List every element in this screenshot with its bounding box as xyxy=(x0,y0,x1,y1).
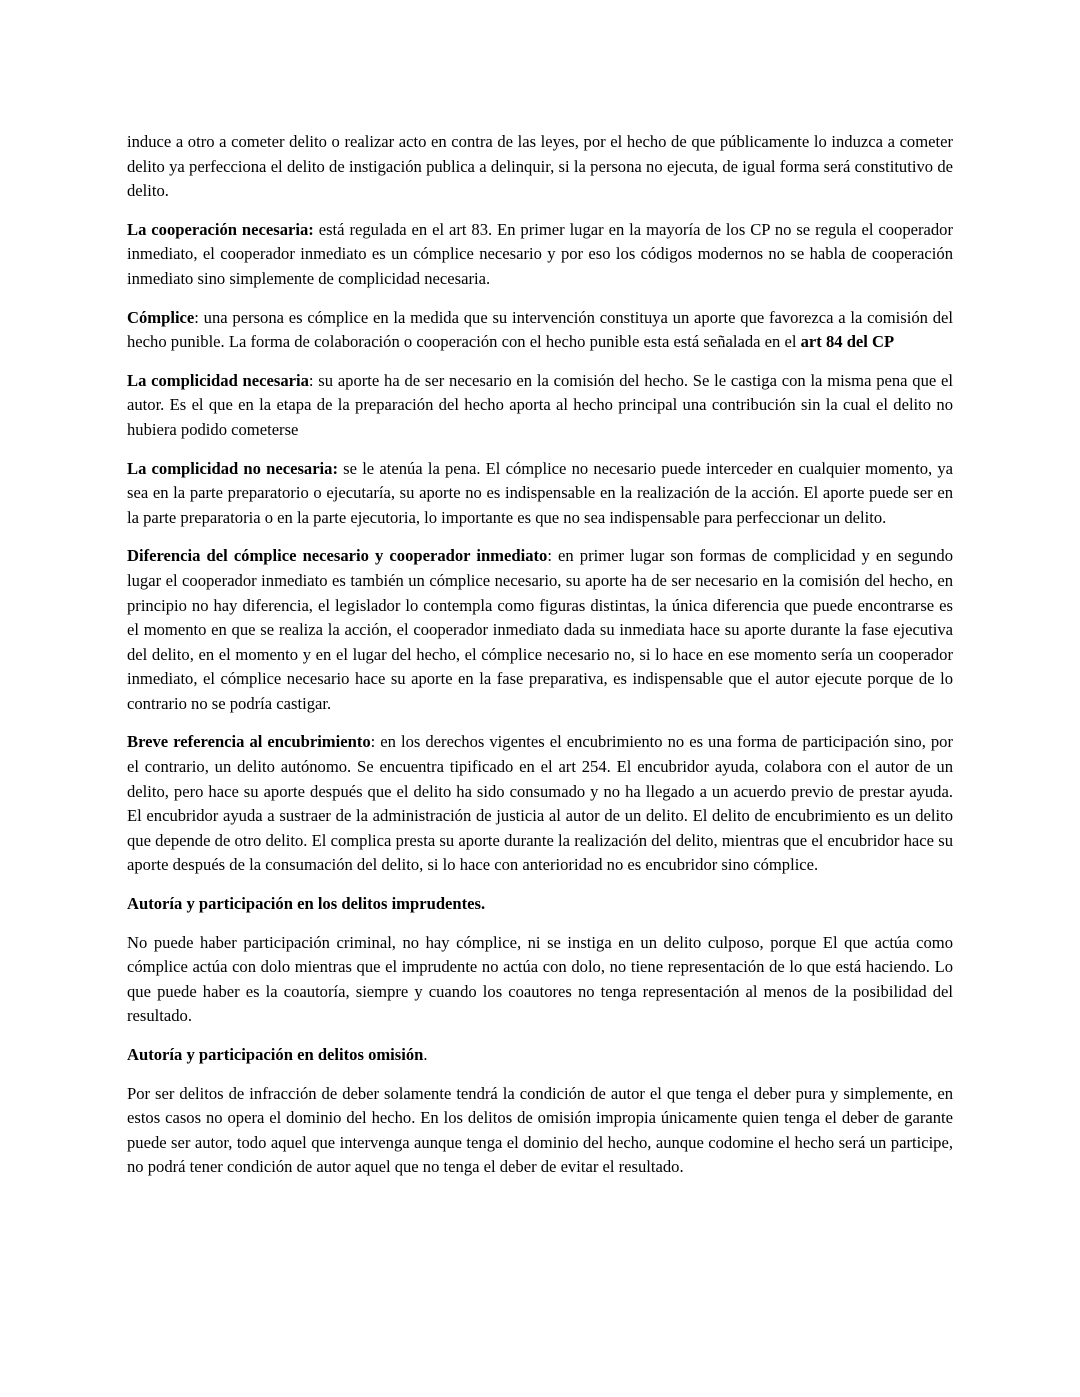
paragraph-diferencia xyxy=(127,544,953,716)
heading-text: Autoría y participación en los delitos imprudentes. xyxy=(127,894,486,914)
term-label: La complicidad no necesaria: xyxy=(127,458,338,478)
paragraph-text: : en los derechos vigentes el encubrimiento no es una forma de participación sino, por el contrario, un delito autónomo. Se encuentra tipificado en el art 254. El encubridor ayuda, colabora con el autor de un delito, pero hace su aporte después que el delito ha sido consumado y no ha llegado a un acuerdo previo de prestar ayuda. El encubridor ayuda a sustraer de la administración de justicia al autor de un delito. El delito de encubrimiento es un delito que depende de otro delito. El complica presta su aporte durante la realización del delito, mientras que el encubridor hace su aporte después de la consumación del delito, si lo hace con anterioridad no es encubridor sino cómplice. xyxy=(127,732,953,875)
paragraph-text: : su aporte ha de ser necesario en la comisión del hecho. Se le castiga con la misma pena que el autor. Es el que en la etapa de la preparación del hecho aporta al hecho principal una contribución sin la cual el delito no hubiera podido cometerse xyxy=(127,370,953,439)
paragraph-omision xyxy=(127,1082,953,1180)
paragraph-complicidad-no-necesaria xyxy=(127,457,953,531)
section-heading-imprudentes xyxy=(127,892,953,917)
paragraph-text: se le atenúa la pena. El cómplice no necesario puede interceder en cualquier momento, ya sea en la parte preparatorio o ejecutaría, su aporte no es indispensable en la realización de la acción. El aporte puede ser en la parte preparatoria o en la parte ejecutoria, lo importante es que no sea indispensable para perfeccionar un delito. xyxy=(127,458,953,527)
article-reference: art 84 del CP xyxy=(800,332,895,352)
section-heading-omision xyxy=(127,1043,953,1068)
paragraph-text: Por ser delitos de infracción de deber solamente tendrá la condición de autor el que tenga el deber pura y simplemente, en estos casos no opera el dominio del hecho. En los delitos de omisión impropia únicamente quien tenga el deber de garante puede ser autor, todo aquel que intervenga aunque tenga el dominio del hecho, aunque codomine el hecho será un participe, no podrá tener condición de autor aquel que no tenga el deber de evitar el resultado. xyxy=(127,1083,953,1177)
paragraph-complicidad-necesaria xyxy=(127,369,953,443)
paragraph-instigation xyxy=(127,130,953,204)
heading-period: . xyxy=(423,1045,428,1064)
term-label: La cooperación necesaria: xyxy=(127,219,314,239)
paragraph-imprudentes xyxy=(127,931,953,1029)
paragraph-cooperacion-necesaria xyxy=(127,218,953,292)
term-label: Cómplice xyxy=(127,307,195,327)
heading-text: Autoría y participación en delitos omisión xyxy=(127,1045,424,1064)
paragraph-text: : en primer lugar son formas de complicidad y en segundo lugar el cooperador inmediato es también un cómplice necesario, su aporte ha de ser necesario en la comisión del hecho, en principio no hay diferencia, el legislador lo contempla como figuras distintas, la única diferencia que puede encontrarse es el momento en que se realiza la acción, el cooperador inmediato dada su inmediata hace su aporte durante la fase ejecutiva del delito, en el momento y en el lugar del hecho, el cómplice necesario no, si lo hace en ese momento sería un cooperador inmediato, el cómplice necesario hace su aporte en la fase preparativa, es indispensable que el autor ejecute porque de lo contrario no se podría castigar. xyxy=(127,546,953,713)
paragraph-text: está regulada en el art 83. En primer lugar en la mayoría de los CP no se regula el cooperador inmediato, el cooperador inmediato es un cómplice necesario y por eso los códigos modernos no se habla de cooperación inmediato sino simplemente de complicidad necesaria. xyxy=(127,219,953,288)
term-label: Diferencia del cómplice necesario y cooperador inmediato xyxy=(127,546,548,566)
paragraph-complice xyxy=(127,306,953,355)
paragraph-encubrimiento xyxy=(127,730,953,878)
term-label: Breve referencia al encubrimiento xyxy=(127,732,371,752)
paragraph-text: No puede haber participación criminal, no hay cómplice, ni se instiga en un delito culposo, porque El que actúa como cómplice actúa con dolo mientras que el imprudente no actúa con dolo, no tiene representación de lo que está haciendo. Lo que puede haber es la coautoría, siempre y cuando los coautores no tenga representación al menos de la posibilidad del resultado. xyxy=(127,932,953,1026)
term-label: La complicidad necesaria xyxy=(127,370,309,390)
paragraph-text: induce a otro a cometer delito o realizar acto en contra de las leyes, por el hecho de que públicamente lo induzca a cometer delito ya perfecciona el delito de instigación publica a delinquir, si la persona no ejecuta, de igual forma será constitutivo de delito. xyxy=(127,132,953,201)
paragraph-text: : una persona es cómplice en la medida que su intervención constituya un aporte que favorezca a la comisión del hecho punible. La forma de colaboración o cooperación con el hecho punible esta está señalada en el xyxy=(127,307,953,352)
